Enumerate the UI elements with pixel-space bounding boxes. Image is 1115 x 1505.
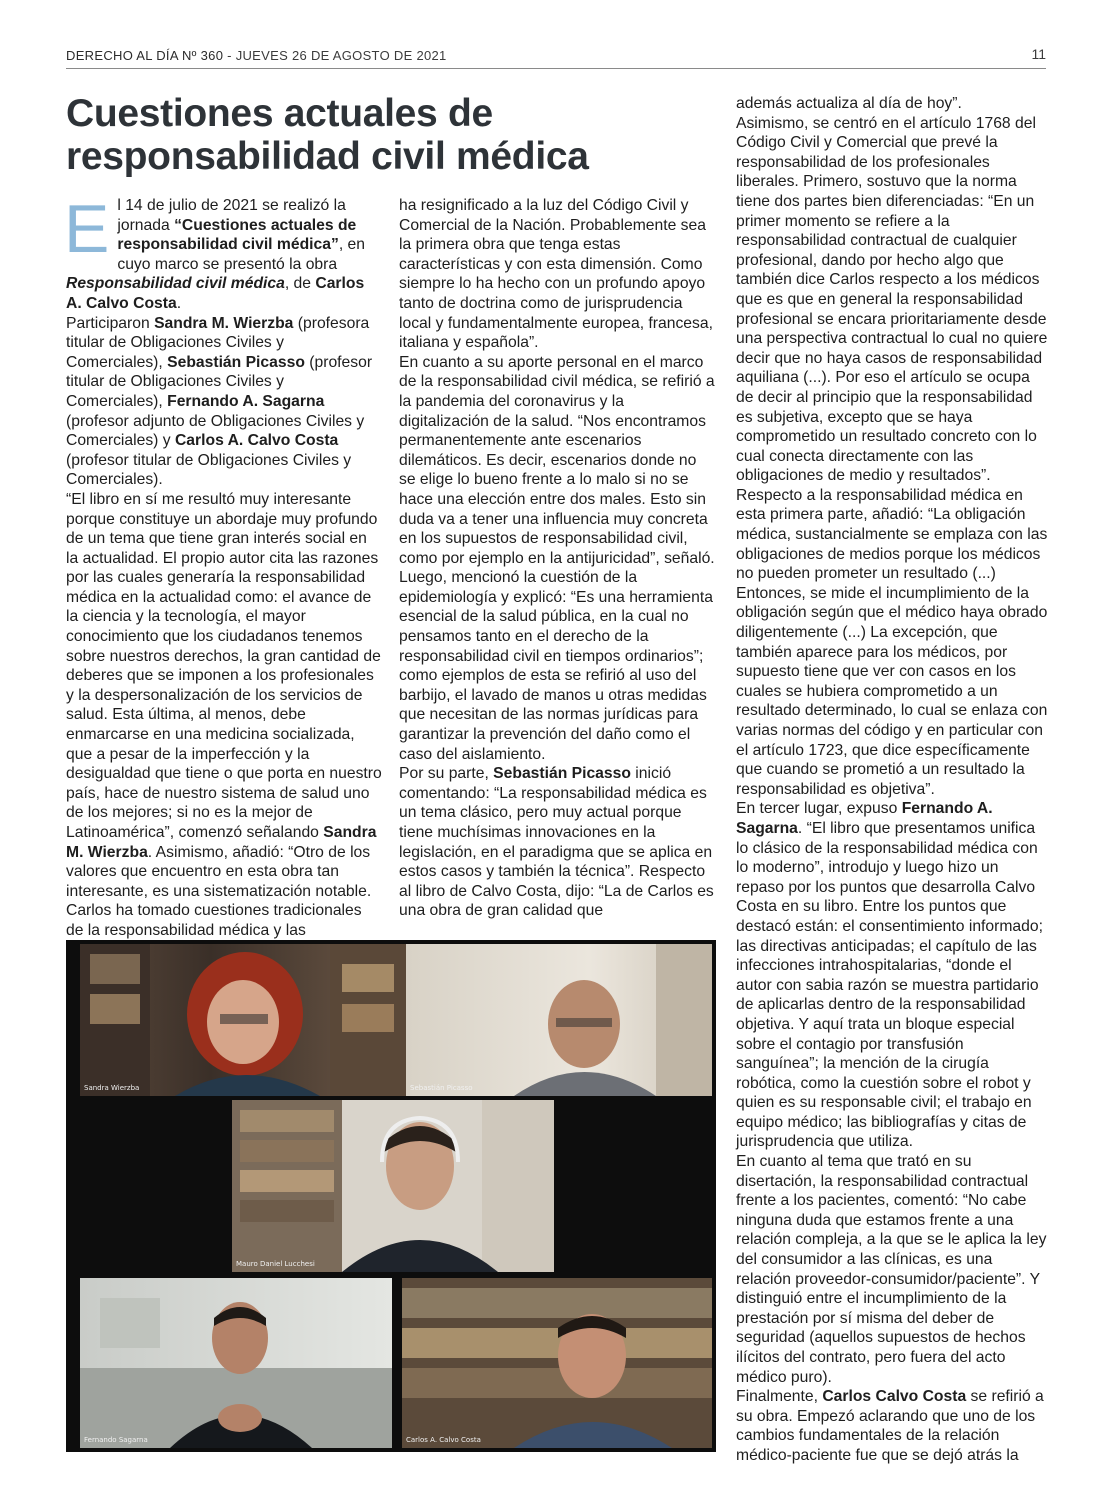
bold-run: Sebastián Picasso xyxy=(493,765,631,783)
video-tile-fernando xyxy=(80,1278,392,1448)
bold-run: Fernando A. Sagarna xyxy=(736,800,993,837)
article-column-1 xyxy=(64,191,382,941)
article-paragraph: Asimismo, se centró en el artículo 1768 del Código Civil y Comercial que prevé la responsabilidad de los profesionales liberales. Primero, sostuvo que la norma tiene dos partes bien diferenciadas: “En un primer momento se refiere a la responsabilidad contractual de cualquier profesional, dando por hecho algo que también dice Carlos respecto a los médicos que es que en general la responsabilidad profesional se encara prioritariamente desde una perspectiva contractual lo cual no quiere decir que no haya casos de responsabilidad aquiliana (...). Por eso el artículo se ocupa de decir al principio que la responsabilidad es subjetiva, excepto que se haya comprometido un resultado concreto con lo cual conecta directamente con las obligaciones de medio y resultados”. xyxy=(736,114,1048,485)
article-paragraph: l 14 de julio de 2021 se realizó la jornada “Cuestiones actuales de responsabilidad civil médica”, en cuyo marco se presentó la obra Responsabilidad civil médica, de Carlos A. Calvo Costa. xyxy=(66,197,365,312)
video-tile-carlos xyxy=(402,1278,712,1448)
article-paragraph: En cuanto a su aporte personal en el marco de la responsabilidad civil médica, se refirió a la pandemia del coronavirus y la digitalización de la salud. “Nos encontramos permanentemente ante escenarios dilemáticos. Es decir, escenarios donde no se elige lo bueno frente a lo malo si no se hace una elección entre dos males. Esto sin duda va a tener una influencia muy concreta en los supuestos de responsabilidad civil, como por ejemplo en la antijuricidad”, señaló. Luego, mencionó la cuestión de la epidemiología y explicó: “Es una herramienta esencial de la salud pública, en la cual no pensamos tanto en el derecho de la responsabilidad civil en tiempos ordinarios”; como ejemplos de esta se refirió al uso del barbijo, el lavado de manos u otras medidas que necesitan de las normas jurídicas para garantizar la prevención del daño como el caso del aislamiento. xyxy=(399,353,715,763)
bold-run: Sandra M. Wierzba xyxy=(66,824,377,861)
caption-sandra: Sandra Wierzba xyxy=(84,1084,140,1092)
article-paragraph: Finalmente, Carlos Calvo Costa se refirió a su obra. Empezó aclarando que uno de los cambios fundamentales de la relación médico-paciente fue que se dejó atrás la xyxy=(736,1388,1044,1464)
fernando-photo-illustration xyxy=(80,1278,392,1448)
column-1-body xyxy=(64,191,382,941)
article-paragraph: Por su parte, Sebastián Picasso inició comentando: “La responsabilidad médica es un tema clásico, pero muy actual porque tiene muchísimas innovaciones en la legislación, en el paradigma que se aplica en estos casos y también la técnica”. Respecto al libro de Calvo Costa, dijo: “La de Carlos es una obra de gran calidad que xyxy=(399,765,714,920)
video-tile-mauro xyxy=(232,1100,554,1272)
publication-name: DERECHO AL DÍA Nº 360 xyxy=(66,48,224,63)
article-paragraph: ha resignificado a la luz del Código Civil y Comercial de la Nación. Probablemente sea la primera obra que tenga estas características y con esta dimensión. Como siempre lo ha hecho con un profundo apoyo tanto de doctrina como de jurisprudencia local y fundamentalmente europea, francesa, italiana y española”. xyxy=(399,197,713,352)
article-column-2 xyxy=(399,196,717,921)
bold-run: Carlos Calvo Costa xyxy=(822,1388,967,1406)
carlos-photo-illustration xyxy=(402,1278,712,1448)
running-header xyxy=(66,46,1046,69)
video-tile-sebastian xyxy=(406,944,712,1096)
caption-carlos: Carlos A. Calvo Costa xyxy=(406,1436,481,1444)
bold-run: Carlos A. Calvo Costa xyxy=(174,432,339,450)
header-publication-line xyxy=(66,48,447,63)
article-column-3 xyxy=(736,94,1050,1466)
article-paragraph: Respecto a la responsabilidad médica en esta primera parte, añadió: “La obligación médica, sustancialmente se emplaza con las obligaciones de medios porque los médicos no pueden prometer un resultado (...) Entonces, se mide el incumplimiento de la obligación según que el médico haya obrado diligentemente (...) La excepción, que también aparece para los médicos, por supuesto tiene que ver con casos en los cuales se hubiera comprometido a un resultado determinado, lo cual se enlaza con varias normas del código y en particular con el artículo 1723, que dice específicamente que cuando se prometió a un resultado la responsabilidad es objetiva”. xyxy=(736,486,1048,798)
caption-mauro: Mauro Daniel Lucchesi xyxy=(236,1260,315,1268)
drop-cap: E xyxy=(64,191,110,267)
bold-run: Carlos A. Calvo Costa xyxy=(66,275,365,312)
column-2-body xyxy=(399,196,717,921)
header-separator: - xyxy=(223,48,236,63)
article-paragraph: En cuanto al tema que trató en su disertación, la responsabilidad contractual frente a los pacientes, comentó: “No cabe ninguna duda que estamos frente a una relación compleja, a la que se le aplica la ley del consumidor a las clínicas, es una relación proveedor-consumidor/paciente”. Y distinguió entre el incumplimiento de la prestación por sí misma del deber de seguridad (aquellos supuestos de hechos ilícitos del contrato, pero fuera del acto médico puro). xyxy=(736,1153,1047,1386)
video-tile-sandra xyxy=(80,944,406,1096)
video-call-screenshot xyxy=(66,940,716,1452)
caption-sebastian: Sebastián Picasso xyxy=(410,1084,473,1092)
bold-run: “Cuestiones actuales de responsabilidad civil médica” xyxy=(117,216,357,254)
article-paragraph: Participaron Sandra M. Wierzba (profesora titular de Obligaciones Civiles y Comerciales), Sebastián Picasso (profesor titular de Obligaciones Civiles y Comerciales), Fernando A. Sagarna (profesor adjunto de Obligaciones Civiles y Comerciales) y Carlos A. Calvo Costa (profesor titular de Obligaciones Civiles y Comerciales). xyxy=(66,314,373,489)
article-title: Cuestiones actuales de responsabilidad civil médica xyxy=(66,92,589,178)
bold-run: Sandra M. Wierzba xyxy=(154,314,294,332)
mauro-photo-illustration xyxy=(232,1100,554,1272)
bold-run: Sebastián Picasso xyxy=(167,353,305,371)
caption-fernando: Fernando Sagarna xyxy=(84,1436,148,1444)
issue-date: JUEVES 26 DE AGOSTO DE 2021 xyxy=(235,48,447,63)
article-paragraph: En tercer lugar, expuso Fernando A. Sagarna. “El libro que presentamos unifica lo clásico de la responsabilidad médica con lo moderno”, introdujo y luego hizo un repaso por los puntos que desarrolla Calvo Costa en su libro. Entre los puntos que destacó están: el consentimiento informado; las directivas anticipadas; el capítulo de las infecciones intrahospitalarias, “donde el autor con sabia razón se muestra partidario de aplicarlas dentro de la responsabilidad objetiva. Y aquí trata un bloque especial sobre el contagio por transfusión sanguínea”; la mención de la cirugía robótica, como la cuestión sobre el robot y quien es su responsable civil; el trabajo en equipo médico; las bibliografías y citas de jurisprudencia que utiliza. xyxy=(736,800,1043,1151)
bold-run: Fernando A. Sagarna xyxy=(167,392,325,410)
article-paragraph: “El libro en sí me resultó muy interesante porque constituye un abordaje muy profundo de un tema que tiene gran interés social en la actualidad. El propio autor cita las razones por las cuales generaría la responsabilidad médica en la actualidad como: el avance de la ciencia y la tecnología, el mayor conocimiento que los ciudadanos tenemos sobre nuestros derechos, la gran cantidad de deberes que se imponen a los profesionales y la despersonalización de los servicios de salud. Esta última, al menos, debe enmarcarse en una medicina socializada, que a pesar de la imperfección y la desigualdad que tiene o que porta en nuestro país, hace de nuestro sistema de salud uno de los mejores; si no es la mejor de Latinoamérica”, comenzó señalando Sandra M. Wierzba. Asimismo, añadió: “Otro de los valores que encuentro en esta obra tan interesante, es una sistematización notable. Carlos ha tomado cuestiones tradicionales de la responsabilidad médica y las xyxy=(66,490,382,939)
column-3-body xyxy=(736,94,1050,1466)
page-number: 11 xyxy=(1031,46,1046,62)
sebastian-photo-illustration xyxy=(406,944,712,1096)
sandra-photo-illustration xyxy=(80,944,406,1096)
article-paragraph: además actualiza al día de hoy”. xyxy=(736,95,962,112)
book-title: Responsabilidad civil médica xyxy=(66,275,285,293)
